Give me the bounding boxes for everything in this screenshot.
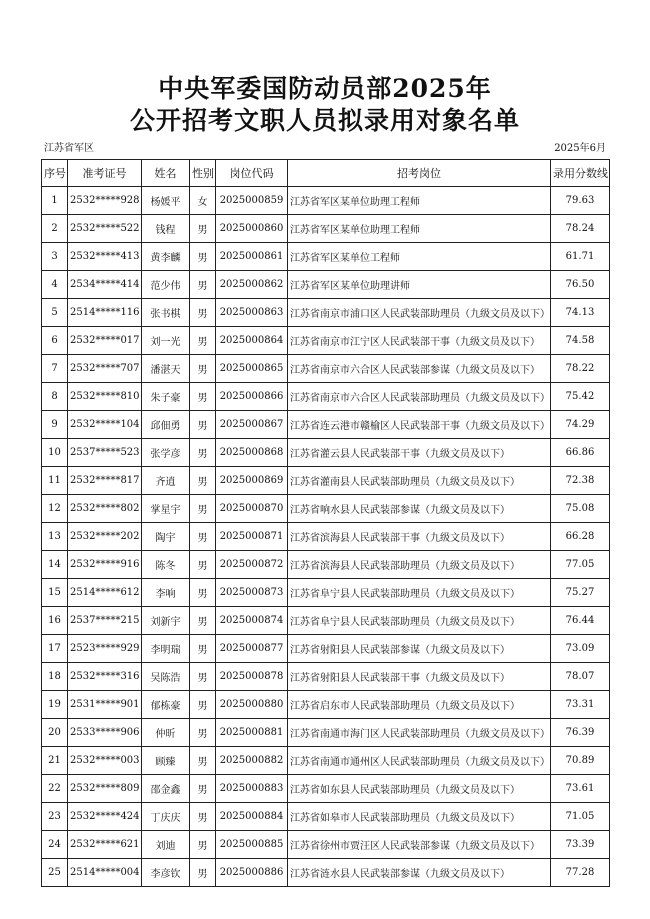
table-row (42, 691, 610, 719)
cell-score: 78.07 (551, 663, 610, 691)
cell-exam-id: 2537*****523 (68, 439, 142, 467)
cell-name: 李明瑞 (142, 635, 190, 663)
cell-index: 9 (42, 411, 68, 439)
cell-index: 16 (42, 607, 68, 635)
table-row (42, 383, 610, 411)
cell-exam-id: 2532*****809 (68, 775, 142, 803)
region-label: 江苏省军区 (44, 143, 94, 154)
cell-exam-id: 2532*****817 (68, 467, 142, 495)
cell-exam-id: 2532*****003 (68, 747, 142, 775)
cell-name: 范少伟 (142, 271, 190, 299)
cell-position: 江苏省南京市六合区人民武装部助理员（九级文员及以下） (288, 383, 551, 411)
cell-position-code: 2025000870 (216, 495, 288, 523)
table-row (42, 243, 610, 271)
cell-position-code: 2025000881 (216, 719, 288, 747)
cell-position-code: 2025000864 (216, 327, 288, 355)
cell-exam-id: 2532*****802 (68, 495, 142, 523)
cell-exam-id: 2533*****906 (68, 719, 142, 747)
table-row (42, 299, 610, 327)
cell-exam-id: 2532*****104 (68, 411, 142, 439)
header-index: 序号 (42, 160, 68, 187)
table-row (42, 663, 610, 691)
cell-name: 丁庆庆 (142, 803, 190, 831)
cell-gender: 男 (190, 831, 216, 859)
table-row (42, 579, 610, 607)
cell-index: 21 (42, 747, 68, 775)
cell-name: 李响 (142, 579, 190, 607)
cell-exam-id: 2532*****928 (68, 187, 142, 215)
cell-position-code: 2025000865 (216, 355, 288, 383)
cell-score: 78.22 (551, 355, 610, 383)
cell-gender: 男 (190, 579, 216, 607)
cell-name: 陶宇 (142, 523, 190, 551)
cell-gender: 男 (190, 215, 216, 243)
cell-score: 74.13 (551, 299, 610, 327)
cell-position: 江苏省启东市人民武装部助理员（九级文员及以下） (288, 691, 551, 719)
cell-score: 73.31 (551, 691, 610, 719)
cell-gender: 男 (190, 495, 216, 523)
cell-index: 25 (42, 859, 68, 887)
cell-index: 22 (42, 775, 68, 803)
cell-position: 江苏省如东县人民武装部助理员（九级文员及以下） (288, 775, 551, 803)
cell-index: 4 (42, 271, 68, 299)
cell-position-code: 2025000867 (216, 411, 288, 439)
cell-position-code: 2025000872 (216, 551, 288, 579)
cell-exam-id: 2532*****621 (68, 831, 142, 859)
table-row (42, 831, 610, 859)
cell-gender: 男 (190, 859, 216, 887)
cell-gender: 男 (190, 719, 216, 747)
table-row (42, 327, 610, 355)
cell-name: 钱程 (142, 215, 190, 243)
table-row (42, 551, 610, 579)
cell-position: 江苏省南京市江宁区人民武装部干事（九级文员及以下） (288, 327, 551, 355)
cell-score: 77.05 (551, 551, 610, 579)
cell-gender: 男 (190, 299, 216, 327)
cell-exam-id: 2532*****424 (68, 803, 142, 831)
cell-index: 15 (42, 579, 68, 607)
cell-position: 江苏省南通市海门区人民武装部助理员（九级文员及以下） (288, 719, 551, 747)
cell-position-code: 2025000860 (216, 215, 288, 243)
cell-name: 顾臻 (142, 747, 190, 775)
date-label: 2025年6月 (554, 143, 606, 154)
cell-exam-id: 2532*****707 (68, 355, 142, 383)
cell-position-code: 2025000862 (216, 271, 288, 299)
cell-exam-id: 2531*****901 (68, 691, 142, 719)
cell-position-code: 2025000877 (216, 635, 288, 663)
cell-position-code: 2025000866 (216, 383, 288, 411)
cell-exam-id: 2532*****810 (68, 383, 142, 411)
table-row (42, 803, 610, 831)
table-row (42, 411, 610, 439)
table-row (42, 523, 610, 551)
cell-position: 江苏省阜宁县人民武装部助理员（九级文员及以下） (288, 579, 551, 607)
cell-exam-id: 2523*****929 (68, 635, 142, 663)
table-row (42, 719, 610, 747)
cell-index: 19 (42, 691, 68, 719)
cell-exam-id: 2532*****413 (68, 243, 142, 271)
cell-gender: 男 (190, 243, 216, 271)
cell-name: 黄李麟 (142, 243, 190, 271)
table-row (42, 439, 610, 467)
cell-gender: 男 (190, 551, 216, 579)
table-row (42, 495, 610, 523)
cell-position: 江苏省滨海县人民武装部助理员（九级文员及以下） (288, 551, 551, 579)
cell-score: 76.44 (551, 607, 610, 635)
cell-exam-id: 2514*****612 (68, 579, 142, 607)
cell-name: 郁栋豪 (142, 691, 190, 719)
cell-gender: 男 (190, 271, 216, 299)
cell-name: 潘湛天 (142, 355, 190, 383)
cell-score: 76.39 (551, 719, 610, 747)
cell-name: 齐逍 (142, 467, 190, 495)
cell-index: 10 (42, 439, 68, 467)
cell-gender: 男 (190, 635, 216, 663)
cell-position: 江苏省南通市通州区人民武装部助理员（九级文员及以下） (288, 747, 551, 775)
table-row (42, 467, 610, 495)
cell-position: 江苏省射阳县人民武装部参谋（九级文员及以下） (288, 635, 551, 663)
cell-gender: 男 (190, 523, 216, 551)
cell-gender: 男 (190, 775, 216, 803)
cell-position-code: 2025000886 (216, 859, 288, 887)
cell-gender: 男 (190, 411, 216, 439)
cell-position: 江苏省射阳县人民武装部干事（九级文员及以下） (288, 663, 551, 691)
cell-index: 7 (42, 355, 68, 383)
cell-index: 20 (42, 719, 68, 747)
cell-position-code: 2025000868 (216, 439, 288, 467)
cell-index: 13 (42, 523, 68, 551)
cell-position: 江苏省响水县人民武装部参谋（九级文员及以下） (288, 495, 551, 523)
cell-score: 66.86 (551, 439, 610, 467)
cell-position: 江苏省军区某单位助理工程师 (288, 215, 551, 243)
cell-index: 14 (42, 551, 68, 579)
cell-index: 6 (42, 327, 68, 355)
cell-name: 掌星宇 (142, 495, 190, 523)
cell-position: 江苏省连云港市赣榆区人民武装部干事（九级文员及以下） (288, 411, 551, 439)
cell-index: 24 (42, 831, 68, 859)
cell-position-code: 2025000871 (216, 523, 288, 551)
cell-gender: 女 (190, 187, 216, 215)
cell-gender: 男 (190, 383, 216, 411)
cell-gender: 男 (190, 803, 216, 831)
cell-position: 江苏省军区某单位工程师 (288, 243, 551, 271)
table-body (42, 187, 610, 887)
cell-score: 70.89 (551, 747, 610, 775)
header-position-code: 岗位代码 (216, 160, 288, 187)
cell-position-code: 2025000878 (216, 663, 288, 691)
cell-score: 74.29 (551, 411, 610, 439)
cell-position: 江苏省南京市浦口区人民武装部助理员（九级文员及以下） (288, 299, 551, 327)
cell-name: 邵金鑫 (142, 775, 190, 803)
cell-score: 73.61 (551, 775, 610, 803)
cell-exam-id: 2532*****017 (68, 327, 142, 355)
cell-position-code: 2025000859 (216, 187, 288, 215)
cell-position-code: 2025000883 (216, 775, 288, 803)
cell-gender: 男 (190, 439, 216, 467)
table-row (42, 187, 610, 215)
document-title-line2: 公开招考文职人员拟录用对象名单 (129, 106, 520, 135)
cell-index: 18 (42, 663, 68, 691)
cell-name: 刘新宇 (142, 607, 190, 635)
cell-score: 76.50 (551, 271, 610, 299)
cell-name: 张书棋 (142, 299, 190, 327)
cell-position-code: 2025000861 (216, 243, 288, 271)
cell-index: 3 (42, 243, 68, 271)
cell-name: 仲昕 (142, 719, 190, 747)
cell-index: 11 (42, 467, 68, 495)
cell-exam-id: 2532*****916 (68, 551, 142, 579)
cell-exam-id: 2537*****215 (68, 607, 142, 635)
cell-score: 79.63 (551, 187, 610, 215)
cell-score: 74.58 (551, 327, 610, 355)
cell-score: 75.08 (551, 495, 610, 523)
cell-score: 72.38 (551, 467, 610, 495)
cell-score: 75.27 (551, 579, 610, 607)
cell-position-code: 2025000885 (216, 831, 288, 859)
cell-position: 江苏省涟水县人民武装部参谋（九级文员及以下） (288, 859, 551, 887)
cell-exam-id: 2534*****414 (68, 271, 142, 299)
cell-position-code: 2025000874 (216, 607, 288, 635)
candidate-table (41, 159, 610, 887)
table-row (42, 747, 610, 775)
cell-position: 江苏省军区某单位助理工程师 (288, 187, 551, 215)
cell-index: 2 (42, 215, 68, 243)
cell-position: 江苏省徐州市贾汪区人民武装部参谋（九级文员及以下） (288, 831, 551, 859)
cell-position-code: 2025000863 (216, 299, 288, 327)
cell-score: 75.42 (551, 383, 610, 411)
document-title-line1: 中央军委国防动员部2025年 (158, 74, 492, 103)
cell-position: 江苏省如皋市人民武装部助理员（九级文员及以下） (288, 803, 551, 831)
table-row (42, 775, 610, 803)
cell-score: 71.05 (551, 803, 610, 831)
table-row (42, 635, 610, 663)
cell-position: 江苏省阜宁县人民武装部助理员（九级文员及以下） (288, 607, 551, 635)
table-row (42, 271, 610, 299)
cell-position-code: 2025000873 (216, 579, 288, 607)
cell-score: 66.28 (551, 523, 610, 551)
cell-position-code: 2025000880 (216, 691, 288, 719)
cell-position: 江苏省滨海县人民武装部干事（九级文员及以下） (288, 523, 551, 551)
cell-position-code: 2025000869 (216, 467, 288, 495)
table-row (42, 859, 610, 887)
cell-gender: 男 (190, 607, 216, 635)
cell-score: 78.24 (551, 215, 610, 243)
cell-position: 江苏省灌南县人民武装部助理员（九级文员及以下） (288, 467, 551, 495)
table-row (42, 607, 610, 635)
cell-score: 73.39 (551, 831, 610, 859)
cell-index: 5 (42, 299, 68, 327)
header-exam-id: 准考证号 (68, 160, 142, 187)
cell-index: 12 (42, 495, 68, 523)
cell-index: 8 (42, 383, 68, 411)
cell-name: 陈冬 (142, 551, 190, 579)
cell-exam-id: 2514*****004 (68, 859, 142, 887)
header-score: 录用分数线 (551, 160, 610, 187)
cell-gender: 男 (190, 355, 216, 383)
cell-gender: 男 (190, 663, 216, 691)
cell-position: 江苏省南京市六合区人民武装部参谋（九级文员及以下） (288, 355, 551, 383)
cell-name: 李彦钦 (142, 859, 190, 887)
cell-score: 77.28 (551, 859, 610, 887)
cell-name: 朱子豪 (142, 383, 190, 411)
cell-position: 江苏省灌云县人民武装部干事（九级文员及以下） (288, 439, 551, 467)
cell-name: 邱佃勇 (142, 411, 190, 439)
cell-name: 杨媛平 (142, 187, 190, 215)
cell-name: 刘迪 (142, 831, 190, 859)
cell-position-code: 2025000882 (216, 747, 288, 775)
cell-gender: 男 (190, 327, 216, 355)
cell-name: 吴陈浩 (142, 663, 190, 691)
cell-name: 刘一光 (142, 327, 190, 355)
cell-index: 17 (42, 635, 68, 663)
cell-position-code: 2025000884 (216, 803, 288, 831)
cell-gender: 男 (190, 691, 216, 719)
table-header-row (42, 160, 610, 187)
cell-gender: 男 (190, 747, 216, 775)
cell-score: 73.09 (551, 635, 610, 663)
cell-name: 张学彦 (142, 439, 190, 467)
table-row (42, 215, 610, 243)
cell-exam-id: 2532*****202 (68, 523, 142, 551)
cell-score: 61.71 (551, 243, 610, 271)
cell-exam-id: 2532*****522 (68, 215, 142, 243)
cell-exam-id: 2532*****316 (68, 663, 142, 691)
table-row (42, 355, 610, 383)
cell-index: 23 (42, 803, 68, 831)
cell-position: 江苏省军区某单位助理讲师 (288, 271, 551, 299)
cell-exam-id: 2514*****116 (68, 299, 142, 327)
header-gender: 性别 (190, 160, 216, 187)
cell-index: 1 (42, 187, 68, 215)
header-position: 招考岗位 (288, 160, 551, 187)
cell-gender: 男 (190, 467, 216, 495)
header-name: 姓名 (142, 160, 190, 187)
